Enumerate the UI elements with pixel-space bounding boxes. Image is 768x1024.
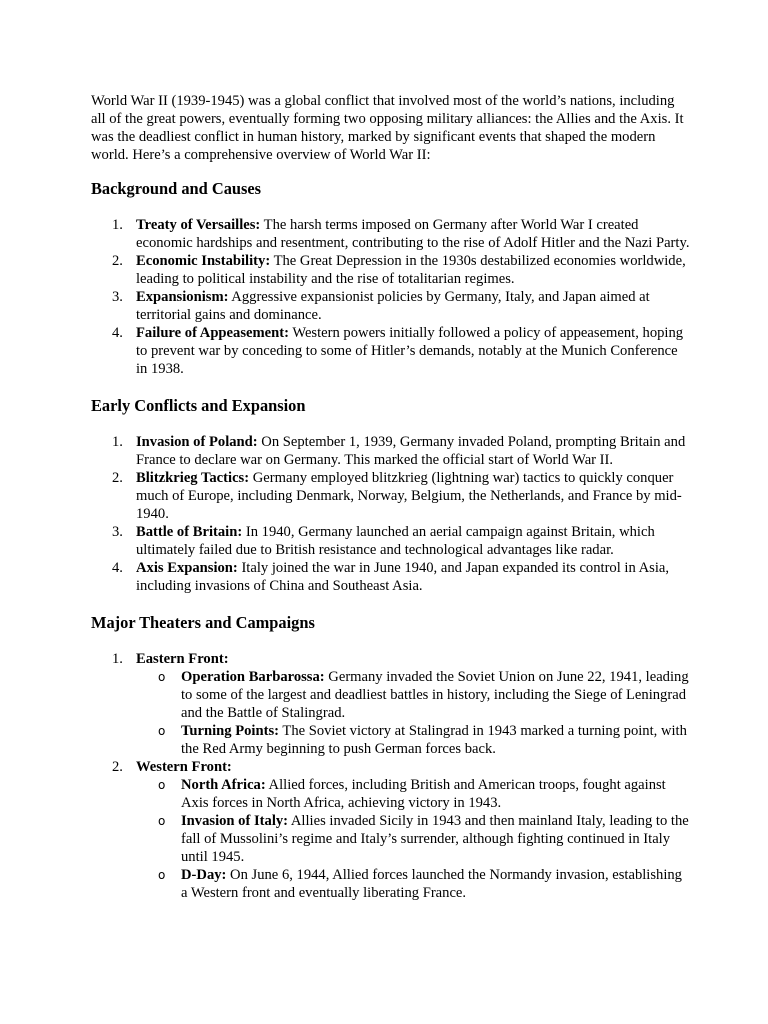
section-heading-early-conflicts: Early Conflicts and Expansion [91,396,306,415]
list-item [91,650,691,758]
sub-item-title: Turning Points: [181,723,280,739]
list-item [91,469,691,523]
circle-bullet-icon: o [158,778,166,792]
major-theaters-list [91,650,691,902]
background-list [91,216,691,378]
list-item [91,288,691,324]
item-number: 4. [112,325,123,341]
item-number: 2. [112,759,123,775]
item-number: 1. [112,217,123,233]
intro-paragraph: World War II (1939-1945) was a global conflict that involved most of the world’s nations, including all of the great powers, eventually forming two opposing military alliances: the Allies and the Axis. It was the deadliest conflict in human history, marked by significant events that shaped the modern world. Here’s a comprehensive overview of World War II: [91,93,684,163]
sub-item-text: Allied forces, including British and American troops, fought against Axis forces in North Africa, achieving victory in 1943. [181,777,666,811]
item-text: On September 1, 1939, Germany invaded Poland, prompting Britain and France to declare war on Germany. This marked the official start of World War II. [136,434,686,468]
item-title: Economic Instability: [136,253,271,269]
item-number: 2. [112,253,123,269]
item-number: 3. [112,289,123,305]
item-title: Failure of Appeasement: [136,325,289,341]
sub-list-item [136,776,691,812]
sub-item-title: Invasion of Italy: [181,813,289,829]
sub-item-text: On June 6, 1944, Allied forces launched the Normandy invasion, establishing a Western front and eventually liberating France. [181,867,682,901]
circle-bullet-icon: o [158,670,166,684]
item-text: Germany employed blitzkrieg (lightning war) tactics to quickly conquer much of Europe, including Denmark, Norway, Belgium, the Netherlands, and France by mid-1940. [136,470,682,522]
list-item [91,523,691,559]
sub-item-text: The Soviet victory at Stalingrad in 1943 marked a turning point, with the Red Army beginning to push German forces back. [181,723,687,757]
sub-list-item [136,668,691,722]
list-item [91,216,691,252]
sub-item-title: D-Day: [181,867,227,883]
item-text: The Great Depression in the 1930s destabilized economies worldwide, leading to political instability and the rise of totalitarian regimes. [136,253,686,287]
item-text: The harsh terms imposed on Germany after World War I created economic hardships and resentment, contributing to the rise of Adolf Hitler and the Nazi Party. [136,217,690,251]
circle-bullet-icon: o [158,724,166,738]
item-title: Blitzkrieg Tactics: [136,470,250,486]
item-text: Aggressive expansionist policies by Germany, Italy, and Japan aimed at territorial gains and dominance. [136,289,650,323]
item-title: Expansionism: [136,289,229,305]
item-text: Western powers initially followed a policy of appeasement, hoping to prevent war by conceding to some of Hitler’s demands, notably at the Munich Conference in 1938. [136,325,684,377]
sub-item-text: Germany invaded the Soviet Union on June 22, 1941, leading to some of the largest and deadliest battles in history, including the Siege of Leningrad and the Battle of Stalingrad. [181,669,689,721]
list-item [91,252,691,288]
item-number: 1. [112,434,123,450]
sub-item-title: Operation Barbarossa: [181,669,325,685]
sub-item-title: North Africa: [181,777,266,793]
circle-bullet-icon: o [158,814,166,828]
item-title: Invasion of Poland: [136,434,258,450]
item-number: 1. [112,651,123,667]
item-number: 4. [112,560,123,576]
section-heading-major-theaters: Major Theaters and Campaigns [91,613,315,632]
sub-list-item [136,866,691,902]
item-title: Western Front: [136,759,232,775]
eastern-front-sublist [136,668,691,758]
item-title: Treaty of Versailles: [136,217,261,233]
item-text: Italy joined the war in June 1940, and Japan expanded its control in Asia, including invasions of China and Southeast Asia. [136,560,670,594]
item-title: Axis Expansion: [136,560,238,576]
sub-list-item [136,722,691,758]
item-title: Battle of Britain: [136,524,243,540]
item-text: In 1940, Germany launched an aerial campaign against Britain, which ultimately failed due to British resistance and technological advantages like radar. [136,524,655,558]
list-item [91,559,691,595]
document-page [91,92,691,902]
sub-item-text: Allies invaded Sicily in 1943 and then mainland Italy, leading to the fall of Mussolini’s regime and Italy’s surrender, although fighting continued in Italy until 1945. [181,813,689,865]
list-item [91,324,691,378]
item-number: 3. [112,524,123,540]
list-item [91,433,691,469]
item-number: 2. [112,470,123,486]
circle-bullet-icon: o [158,868,166,882]
western-front-sublist [136,776,691,902]
sub-list-item [136,812,691,866]
early-conflicts-list [91,433,691,595]
section-heading-background: Background and Causes [91,179,262,198]
list-item [91,758,691,902]
item-title: Eastern Front: [136,651,229,667]
